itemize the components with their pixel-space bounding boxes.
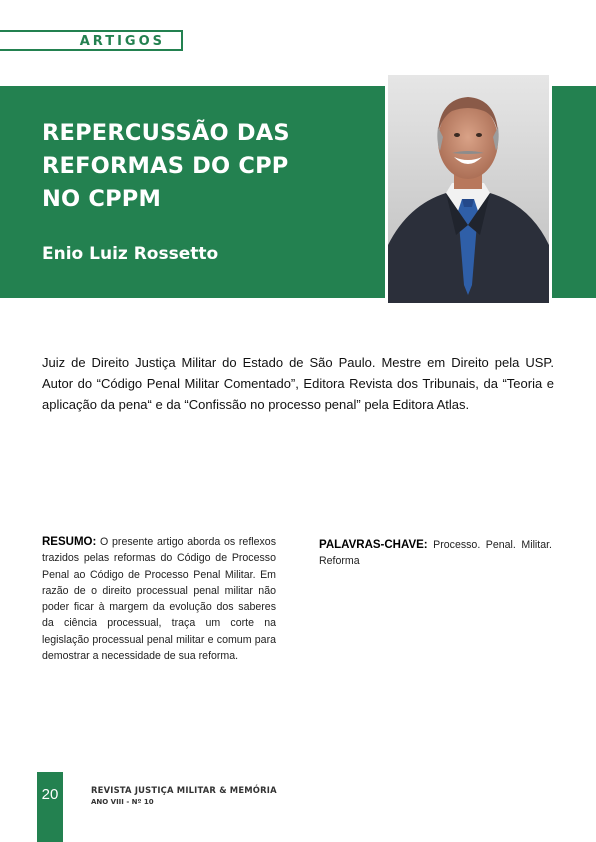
title-line-2: REFORMAS DO CPP bbox=[42, 153, 289, 179]
abstract-paragraph bbox=[42, 534, 276, 664]
page-number: 20 bbox=[41, 786, 59, 803]
author-name: Enio Luiz Rossetto bbox=[42, 244, 219, 264]
title-line-3: NO CPPM bbox=[42, 186, 162, 212]
keywords-paragraph bbox=[319, 537, 552, 570]
journal-issue: ANO VIII - Nº 10 bbox=[91, 798, 154, 806]
section-tab bbox=[0, 30, 183, 51]
section-label: ARTIGOS bbox=[79, 34, 165, 49]
author-portrait-icon bbox=[388, 75, 549, 303]
author-photo-frame bbox=[385, 72, 552, 306]
keywords-text: Processo. Penal. Militar. Reforma bbox=[319, 539, 552, 568]
title-line-1: REPERCUSSÃO DAS bbox=[42, 120, 290, 146]
abstract-text: O presente artigo aborda os reflexos trazidos pelas reformas do Código de Processo Penal ao Código de Processo Penal Militar. Em razão de o direito processual penal militar não poder ficar à margem da evolução dos saberes da ciência processual, traça um corte na legislação processual penal militar e comum para demostrar a necessidade de sua reforma. bbox=[42, 536, 276, 663]
page-number-bar bbox=[37, 772, 63, 842]
abstract-label: RESUMO: bbox=[42, 536, 97, 548]
article-title bbox=[42, 117, 372, 216]
author-bio: Juiz de Direito Justiça Militar do Estado de São Paulo. Mestre em Direito pela USP. Autor do “Código Penal Militar Comentado”, Editora Revista dos Tribunais, da “Teoria e aplicação da pena“ e da “Confissão no processo penal” pela Editora Atlas. bbox=[42, 355, 554, 412]
keywords-label: PALAVRAS-CHAVE: bbox=[319, 539, 428, 551]
journal-name: REVISTA JUSTIÇA MILITAR & MEMÓRIA bbox=[91, 785, 277, 795]
